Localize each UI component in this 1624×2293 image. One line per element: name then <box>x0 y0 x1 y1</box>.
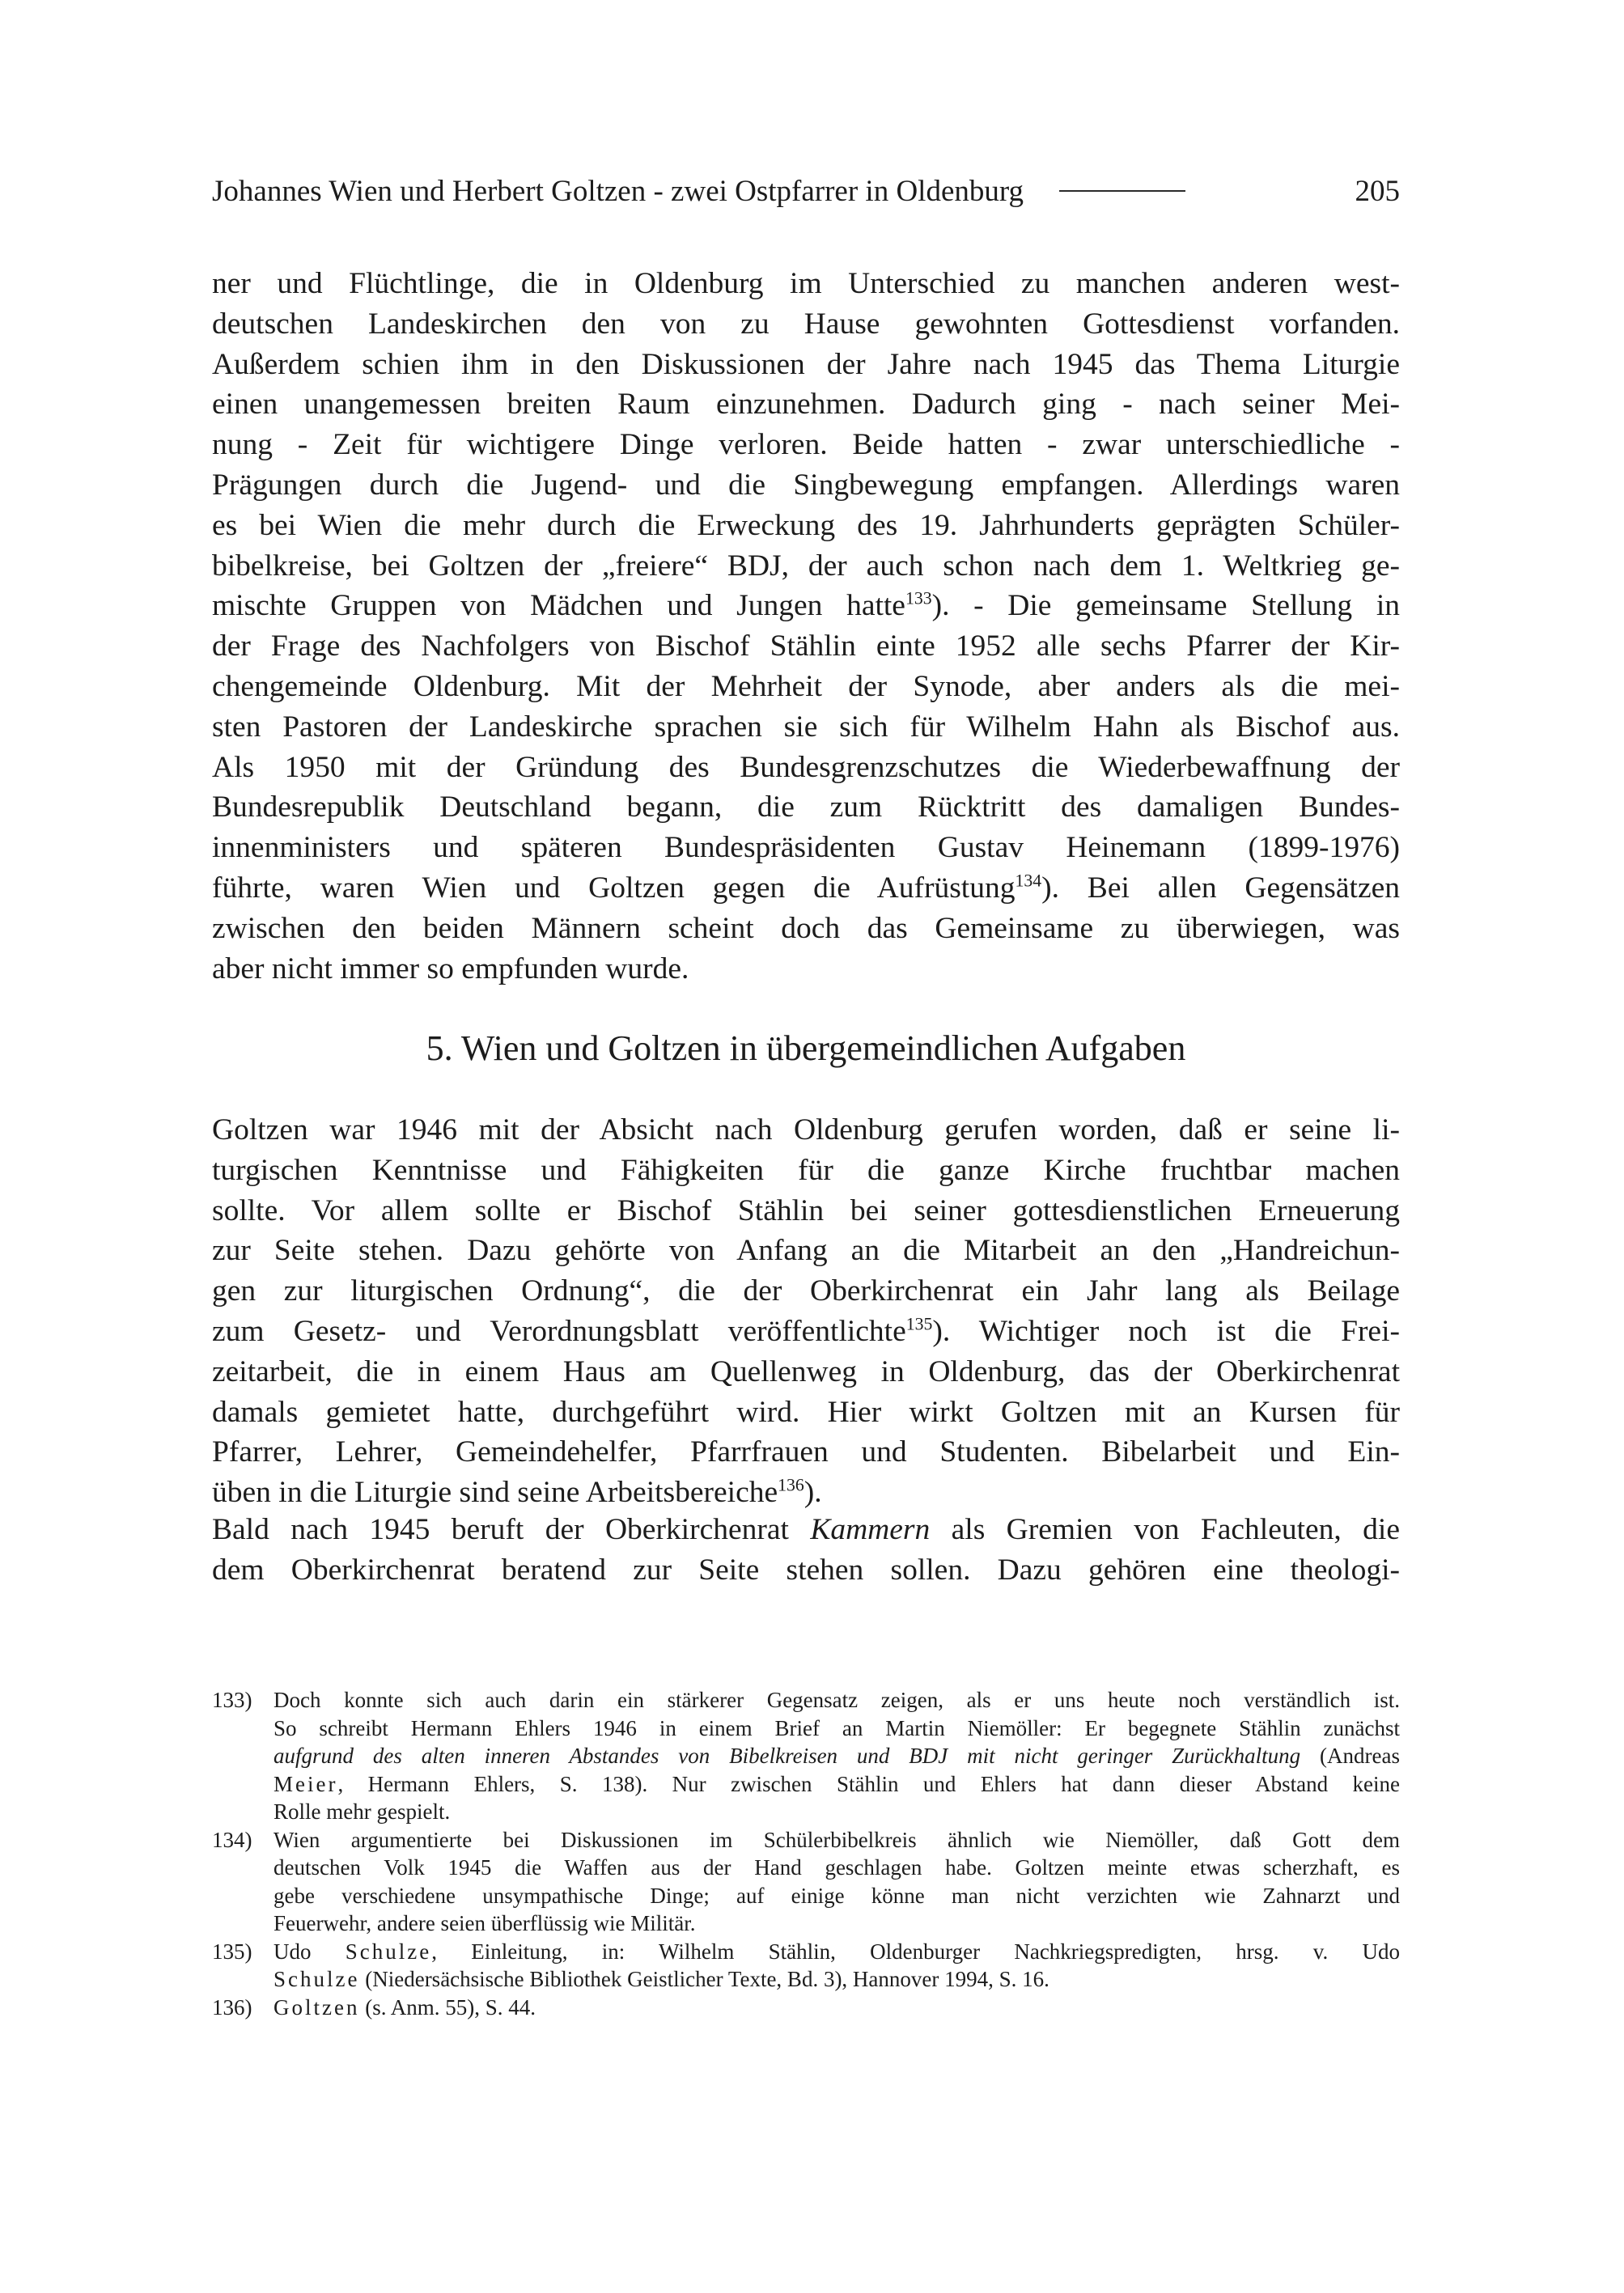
text-line <box>212 1312 1400 1352</box>
footnote-line: deutschen Volk 1945 die Waffen aus der Hand geschlagen habe. Goltzen meinte etwas scherzhaft, es <box>273 1855 1400 1880</box>
text-run: Udo <box>273 1939 346 1964</box>
text-run: ). Bei allen Gegensätzen <box>1041 871 1401 905</box>
text-line: Als 1950 mit der Gründung des Bundesgrenzschutzes die Wiederbewaffnung der <box>212 750 1400 784</box>
footnote-text <box>273 1938 1400 1994</box>
footnote-line <box>273 1965 1400 1994</box>
text-line: sten Pastoren der Landeskirche sprachen sie sich für Wilhelm Hahn als Bischof aus. <box>212 710 1400 744</box>
text-line: turgischen Kenntnisse und Fähigkeiten für die ganze Kirche fruchtbar machen <box>212 1153 1400 1187</box>
text-run: als Gremien von Fachleuten, die <box>930 1513 1400 1546</box>
text-run: Bald nach 1945 beruft der Oberkirchenrat <box>212 1513 811 1546</box>
footnote-line <box>273 1770 1400 1799</box>
text-line: zur Seite stehen. Dazu gehörte von Anfang an die Mitarbeit an den „Handreichun- <box>212 1234 1400 1268</box>
header-rule <box>1059 190 1185 192</box>
author-name: Schulze <box>345 1939 432 1964</box>
text-run: ). <box>804 1476 822 1510</box>
italic-term: Kammern <box>810 1513 931 1546</box>
text-line: der Frage des Nachfolgers von Bischof Stählin einte 1952 alle sechs Pfarrer der Kir- <box>212 629 1400 663</box>
text-run: mischte Gruppen von Mädchen und Jungen hatte <box>212 589 905 623</box>
paragraph-3 <box>212 1510 1400 1591</box>
text-line: Pfarrer, Lehrer, Gemeindehelfer, Pfarrfrauen und Studenten. Bibelarbeit und Ein- <box>212 1435 1400 1469</box>
footnote-line: gebe verschiedene unsympathische Dinge; auf einige könne man nicht verzichten wie Zahnarzt und <box>273 1883 1400 1908</box>
footnote-number: 134) <box>212 1827 252 1852</box>
text-line: bibelkreise, bei Goltzen der „freiere“ BDJ, der auch schon nach dem 1. Weltkrieg ge- <box>212 549 1400 583</box>
author-name: Schulze <box>273 1967 360 1991</box>
footnote-text <box>273 1686 1400 1826</box>
running-header <box>212 168 1400 214</box>
footnote-text <box>273 1994 1400 2022</box>
author-name: Goltzen <box>273 1994 360 2020</box>
footnote-ref-135[interactable]: 135 <box>905 1314 933 1334</box>
text-line: Bundesrepublik Deutschland begann, die zum Rücktritt des damaligen Bundes- <box>212 790 1400 824</box>
paragraph-1 <box>212 264 1400 989</box>
footnote-line: So schreibt Hermann Ehlers 1946 in einem Brief an Martin Niemöller: Er begegnete Stählin zunächst <box>273 1715 1400 1740</box>
footnote-line: Wien argumentierte bei Diskussionen im Schülerbibelkreis ähnlich wie Niemöller, daß Gott dem <box>273 1827 1400 1852</box>
text-line: aber nicht immer so empfunden wurde. <box>212 952 689 985</box>
text-line <box>212 868 1400 909</box>
text-run: (s. Anm. 55), S. 44. <box>359 1994 536 2020</box>
text-line: damals gemietet hatte, durchgeführt wird. Hier wirkt Goltzen mit an Kursen für <box>212 1395 1400 1429</box>
footnote-number: 133) <box>212 1688 252 1712</box>
text-line: sollte. Vor allem sollte er Bischof Stählin bei seiner gottesdienstlichen Erneuerung <box>212 1193 1400 1227</box>
footnote-number: 135) <box>212 1939 252 1964</box>
text-line: chengemeinde Oldenburg. Mit der Mehrheit der Synode, aber anders als die mei- <box>212 669 1400 703</box>
text-line: zeitarbeit, die in einem Haus am Quellenweg in Oldenburg, das der Oberkirchenrat <box>212 1354 1400 1388</box>
text-run: (Andreas <box>1300 1744 1400 1768</box>
text-run: ). - Die gemeinsame Stellung in <box>931 589 1400 623</box>
text-run: , Einleitung, in: Wilhelm Stählin, Oldenburger Nachkriegspredigten, hrsg. v. Udo <box>431 1939 1400 1964</box>
text-line: dem Oberkirchenrat beratend zur Seite stehen sollen. Dazu gehören eine theologi- <box>212 1553 1400 1587</box>
author-name: Meier <box>273 1771 338 1796</box>
text-line: es bei Wien die mehr durch die Erweckung des 19. Jahrhunderts geprägten Schüler- <box>212 508 1400 542</box>
text-run: , Hermann Ehlers, S. 138). Nur zwischen Stählin und Ehlers hat dann dieser Abstand keine <box>337 1771 1400 1796</box>
text-line: innenministers und späteren Bundespräsidenten Gustav Heinemann (1899-1976) <box>212 831 1400 865</box>
text-run: üben in die Liturgie sind seine Arbeitsbereiche <box>212 1476 778 1510</box>
footnote-134 <box>212 1826 1400 1938</box>
paragraph-2 <box>212 1110 1400 1513</box>
italic-quote: aufgrund des alten inneren Abstandes von Bibelkreisen und BDJ mit nicht geringer Zurückhaltung <box>273 1744 1301 1768</box>
text-line: deutschen Landeskirchen den von zu Hause gewohnten Gottesdienst vorfanden. <box>212 307 1400 341</box>
text-line: zwischen den beiden Männern scheint doch das Gemeinsame zu überwiegen, was <box>212 911 1400 945</box>
footnote-133 <box>212 1686 1400 1826</box>
footnote-ref-136[interactable]: 136 <box>778 1475 804 1495</box>
text-line <box>212 1473 1400 1513</box>
text-run: (Niedersächsische Bibliothek Geistlicher Texte, Bd. 3), Hannover 1994, S. 16. <box>359 1967 1049 1991</box>
section-heading: 5. Wien und Goltzen in übergemeindlichen Aufgaben <box>426 1028 1186 1068</box>
footnote-ref-134[interactable]: 134 <box>1015 871 1042 891</box>
footnote-136 <box>212 1994 1400 2022</box>
text-line: Goltzen war 1946 mit der Absicht nach Oldenburg gerufen worden, daß er seine li- <box>212 1113 1400 1146</box>
text-run: ). Wichtiger noch ist die Frei- <box>932 1314 1400 1348</box>
footnote-line <box>273 1742 1400 1770</box>
footnote-ref-133[interactable]: 133 <box>905 588 932 608</box>
footnote-line: Feuerwehr, andere seien überflüssig wie Militär. <box>273 1911 696 1935</box>
page-number: 205 <box>1355 174 1400 208</box>
footnote-text <box>273 1826 1400 1938</box>
text-line: gen zur liturgischen Ordnung“, die der Oberkirchenrat ein Jahr lang als Beilage <box>212 1274 1400 1308</box>
text-line: Prägungen durch die Jugend- und die Singbewegung empfangen. Allerdings waren <box>212 468 1400 502</box>
text-run: führte, waren Wien und Goltzen gegen die Aufrüstung <box>212 871 1016 905</box>
text-line: Außerdem schien ihm in den Diskussionen der Jahre nach 1945 das Thema Liturgie <box>212 347 1400 381</box>
running-title: Johannes Wien und Herbert Goltzen - zwei Ostpfarrer in Oldenburg <box>212 174 1024 208</box>
footnote-line: Rolle mehr gespielt. <box>273 1799 451 1824</box>
text-line <box>212 1510 1400 1550</box>
text-line: einen unangemessen breiten Raum einzunehmen. Dadurch ging - nach seiner Mei- <box>212 388 1400 422</box>
footnote-line <box>273 1938 1400 1966</box>
text-line: ner und Flüchtlinge, die in Oldenburg im Unterschied zu manchen anderen west- <box>212 267 1400 300</box>
footnote-135 <box>212 1938 1400 1994</box>
text-line <box>212 586 1400 626</box>
footnote-line: Doch konnte sich auch darin ein stärkerer Gegensatz zeigen, als er uns heute noch verständlich ist. <box>273 1688 1400 1712</box>
text-run: zum Gesetz- und Verordnungsblatt veröffentlichte <box>212 1314 906 1348</box>
footnotes <box>212 1686 1400 2021</box>
text-line: nung - Zeit für wichtigere Dinge verloren. Beide hatten - zwar unterschiedliche - <box>212 428 1400 462</box>
footnote-line <box>273 1994 1400 2022</box>
footnote-number: 136) <box>212 1994 252 2020</box>
